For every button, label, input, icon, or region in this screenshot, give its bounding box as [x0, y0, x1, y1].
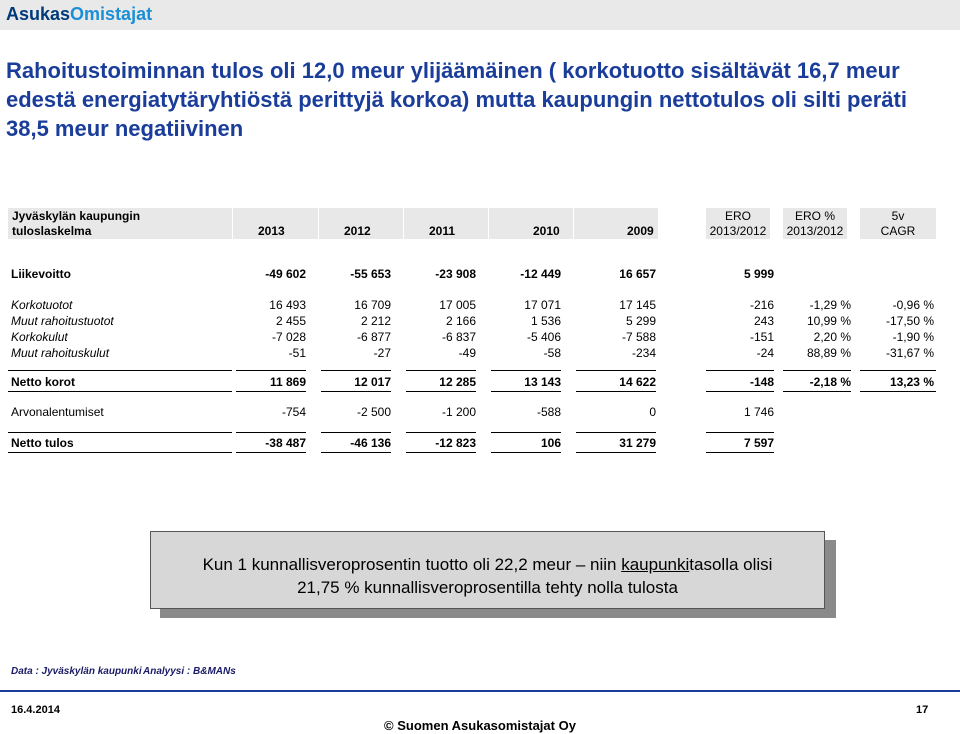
cell-2010: -588: [536, 405, 561, 419]
cell-2009: 16 657: [619, 267, 656, 281]
cell-ero: -24: [756, 346, 774, 360]
cell-cagr: -17,50 %: [885, 314, 934, 328]
cell-2011: -6 837: [441, 330, 476, 344]
underline: [321, 391, 391, 392]
cell-cagr: 13,23 %: [889, 375, 934, 389]
cell-2010: 13 143: [524, 375, 561, 389]
cell-2012: 12 017: [354, 375, 391, 389]
cell-2009: 17 145: [619, 298, 656, 312]
callout-underlined-word: kaupunki: [621, 555, 690, 574]
brand-part2: Omistajat: [70, 4, 153, 24]
cell-2011: -49: [458, 346, 476, 360]
cell-2011: 12 285: [439, 375, 476, 389]
slide-title: Rahoitustoiminnan tulos oli 12,0 meur ylijäämäinen ( korkotuotto sisältävät 16,7 meur edestä energiatytäryhtiöstä perittyjä korkoa) mutta kaupungin nettotulos oli silti peräti 38,5 meur negatiivinen: [6, 58, 907, 141]
cell-ero: 243: [753, 314, 774, 328]
cell-2013: -49 602: [265, 267, 306, 281]
underline: [8, 432, 232, 433]
page-number: 17: [916, 704, 929, 716]
ero-header-line2: 2013/2012: [709, 224, 767, 238]
underline: [706, 391, 774, 392]
row-label: Arvonalentumiset: [11, 405, 104, 419]
cell-2011: -23 908: [435, 267, 476, 281]
underline: [576, 432, 656, 433]
underline: [491, 432, 561, 433]
cell-2012: 2 212: [360, 314, 391, 328]
underline: [783, 391, 851, 392]
year-header-2013: 2013: [258, 224, 285, 238]
underline: [321, 452, 391, 453]
underline: [406, 452, 476, 453]
eropct-header-line1: ERO %: [794, 209, 835, 223]
cell-2009: 14 622: [619, 375, 656, 389]
underline: [860, 370, 936, 371]
underline: [860, 391, 936, 392]
cell-cagr: -31,67 %: [885, 346, 934, 360]
row-label: Muut rahoitustuotot: [11, 314, 114, 328]
row-label: Korkokulut: [11, 330, 68, 344]
underline: [236, 452, 306, 453]
cell-2010: 106: [540, 436, 561, 450]
cell-2009: 31 279: [619, 436, 656, 450]
cell-ero: -151: [749, 330, 774, 344]
cell-2010: -58: [543, 346, 561, 360]
cell-2010: -12 449: [520, 267, 561, 281]
cell-2010: 17 071: [524, 298, 561, 312]
table-row-arvonalentumiset: [0, 405, 960, 423]
cell-2009: 5 299: [625, 314, 656, 328]
cell-2011: -12 823: [435, 436, 476, 450]
year-header-2010: 2010: [533, 224, 560, 238]
eropct-header-line2: 2013/2012: [786, 224, 844, 238]
brand-part1: Asukas: [6, 4, 71, 24]
callout-line1: [151, 553, 824, 576]
cell-ero: 7 597: [743, 436, 774, 450]
underline: [321, 370, 391, 371]
underline: [576, 391, 656, 392]
underline: [491, 391, 561, 392]
underline: [706, 432, 774, 433]
year-header-2012: 2012: [344, 224, 371, 238]
cell-2013: 2 455: [275, 314, 306, 328]
underline: [236, 432, 306, 433]
underline: [491, 370, 561, 371]
cell-eropct: 10,99 %: [806, 314, 851, 328]
row-label: Muut rahoituskulut: [11, 346, 110, 360]
callout-line1-end: tasolla olisi: [689, 555, 773, 574]
row-label: Korkotuotot: [11, 298, 73, 312]
underline: [576, 452, 656, 453]
cell-eropct: 88,89 %: [806, 346, 851, 360]
ero-header-line1: ERO: [724, 209, 751, 223]
cell-eropct: -2,18 %: [809, 375, 851, 389]
cell-2010: -5 406: [526, 330, 561, 344]
footer-divider: [0, 690, 960, 692]
cell-2012: -46 136: [350, 436, 391, 450]
cell-ero: 1 746: [743, 405, 774, 419]
cell-2013: -7 028: [271, 330, 306, 344]
cell-2012: -55 653: [350, 267, 391, 281]
brand-logo: [6, 4, 152, 25]
cell-cagr: -0,96 %: [892, 298, 934, 312]
underline: [576, 370, 656, 371]
cell-2011: 17 005: [439, 298, 476, 312]
footer-date: 16.4.2014: [11, 704, 60, 716]
table-row-muut-rahoituskulut: [0, 346, 960, 364]
row-label: Netto tulos: [11, 436, 74, 450]
cell-eropct: -1,29 %: [809, 298, 851, 312]
underline: [406, 370, 476, 371]
cell-2012: 16 709: [354, 298, 391, 312]
year-header-2011: 2011: [429, 224, 456, 238]
underline: [406, 432, 476, 433]
callout-line1-text: Kun 1 kunnallisveroprosentin tuotto oli 22,2 meur – niin: [202, 555, 622, 574]
source-data: Data : Jyväskylän kaupunki: [11, 666, 142, 677]
underline: [236, 370, 306, 371]
cell-2011: 2 166: [445, 314, 476, 328]
cell-2013: -754: [281, 405, 306, 419]
cell-2009: -7 588: [621, 330, 656, 344]
cell-cagr: -1,90 %: [892, 330, 934, 344]
underline: [406, 391, 476, 392]
header-label-line2: tuloslaskelma: [12, 224, 92, 238]
cell-2012: -6 877: [356, 330, 391, 344]
underline: [8, 391, 232, 392]
header-label-line1: Jyväskylän kaupungin: [12, 209, 141, 223]
underline: [321, 432, 391, 433]
underline: [783, 370, 851, 371]
underline: [8, 370, 232, 371]
cagr-header-line2: CAGR: [880, 224, 916, 238]
cell-2010: 1 536: [530, 314, 561, 328]
source-analysis: Analyysi : B&MANs: [143, 666, 236, 677]
cell-ero: -148: [749, 375, 774, 389]
cell-2009: -234: [631, 346, 656, 360]
underline: [236, 391, 306, 392]
cell-2013: -51: [288, 346, 306, 360]
cell-ero: 5 999: [743, 267, 774, 281]
cell-2011: -1 200: [441, 405, 476, 419]
cell-2009: 0: [649, 405, 656, 419]
cell-2013: -38 487: [265, 436, 306, 450]
underline: [491, 452, 561, 453]
year-header-2009: 2009: [627, 224, 654, 238]
cell-2012: -27: [373, 346, 391, 360]
cell-eropct: 2,20 %: [813, 330, 851, 344]
underline: [706, 452, 774, 453]
underline: [706, 370, 774, 371]
header-year-cell: [489, 208, 573, 239]
top-bar: [0, 0, 960, 30]
cell-2013: 16 493: [269, 298, 306, 312]
cell-ero: -216: [749, 298, 774, 312]
table-row-liikevoitto: [0, 267, 960, 285]
underline: [8, 452, 232, 453]
row-label: Netto korot: [11, 375, 75, 389]
cagr-header-line1: 5v: [891, 209, 905, 223]
callout-line2: 21,75 % kunnallisveroprosentilla tehty nolla tulosta: [297, 578, 678, 597]
cell-2013: 11 869: [269, 375, 306, 389]
row-label: Liikevoitto: [11, 267, 72, 281]
cell-2012: -2 500: [356, 405, 391, 419]
footer-copyright: © Suomen Asukasomistajat Oy: [384, 718, 576, 733]
callout-box: [150, 531, 825, 609]
